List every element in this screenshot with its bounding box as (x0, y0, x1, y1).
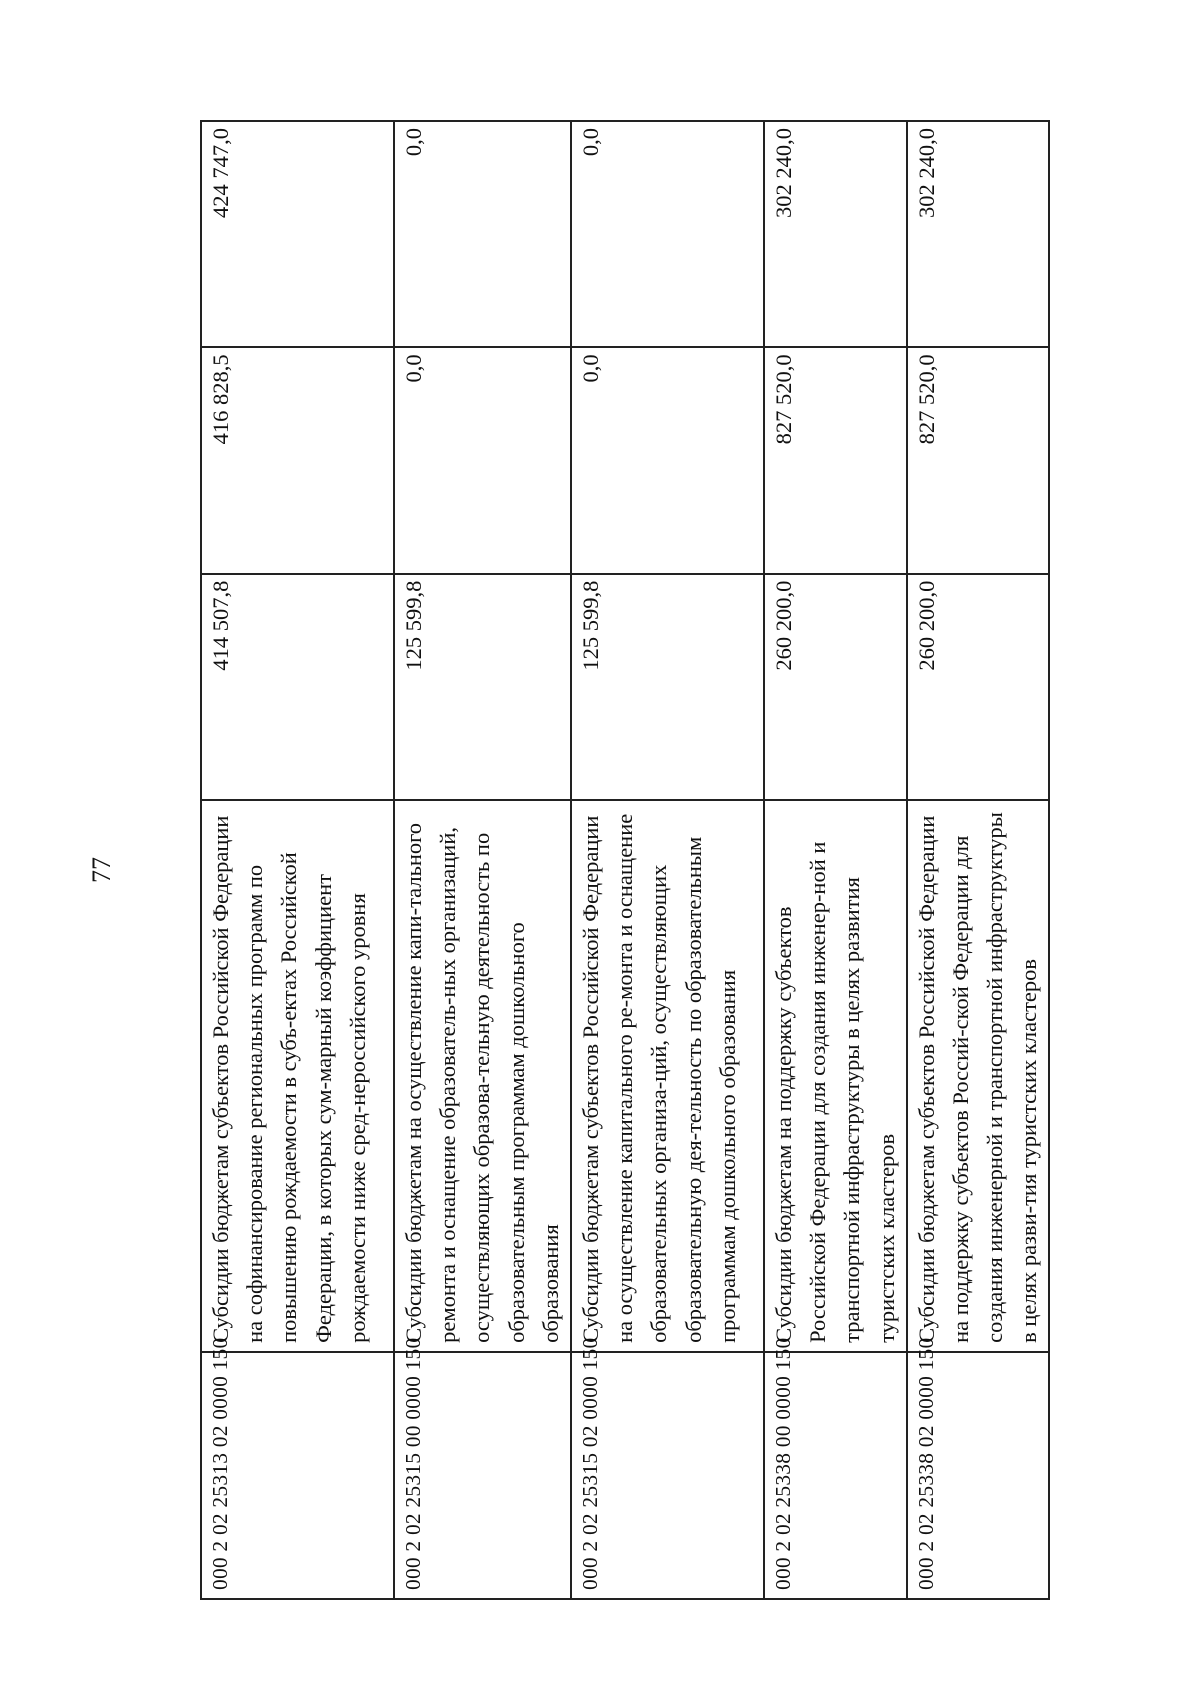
page-number: 77 (87, 857, 116, 883)
rotated-table-container (200, 120, 1042, 1600)
value-year2-cell: 827 520,0 (907, 347, 1050, 573)
value-year3-cell: 302 240,0 (907, 121, 1050, 347)
value-year3-cell: 0,0 (571, 121, 764, 347)
value-year2-cell: 0,0 (394, 347, 571, 573)
description-cell: Субсидии бюджетам на поддержку субъектов Российской Федерации для создания инженер-ной и транспортной инфраструктуры в целях развития туристских кластеров (764, 800, 907, 1352)
value-year2-cell: 416 828,5 (201, 347, 394, 573)
value-year1-cell: 125 599,8 (571, 574, 764, 800)
value-year3-cell: 0,0 (394, 121, 571, 347)
description-cell: Субсидии бюджетам на осуществление капи-тального ремонта и оснащение образователь-ных организаций, осуществляющих образова-тельную деятельность по образовательным программам дошкольного образования (394, 800, 571, 1352)
budget-table (200, 120, 1050, 1600)
table-row (764, 121, 907, 1599)
description-cell: Субсидии бюджетам субъектов Российской Федерации на софинансирование региональных программ по повышению рождаемости в субъ-ектах Российской Федерации, в которых сум-марный коэффициент рождаемости ниже сред-нероссийского уровня (201, 800, 394, 1352)
budget-code-cell: 000 2 02 25313 02 0000 150 (201, 1352, 394, 1599)
table-row (201, 121, 394, 1599)
budget-code-cell: 000 2 02 25315 02 0000 150 (571, 1352, 764, 1599)
budget-code-cell: 000 2 02 25338 02 0000 150 (907, 1352, 1050, 1599)
budget-code-cell: 000 2 02 25315 00 0000 150 (394, 1352, 571, 1599)
value-year1-cell: 260 200,0 (907, 574, 1050, 800)
value-year3-cell: 302 240,0 (764, 121, 907, 347)
value-year1-cell: 260 200,0 (764, 574, 907, 800)
description-cell: Субсидии бюджетам субъектов Российской Федерации на осуществление капитального ре-монта и оснащение образовательных организа-ций, осуществляющих образовательную дея-тельность по образовательным программам дошкольного образования (571, 800, 764, 1352)
value-year2-cell: 827 520,0 (764, 347, 907, 573)
value-year1-cell: 414 507,8 (201, 574, 394, 800)
table-row (907, 121, 1050, 1599)
value-year3-cell: 424 747,0 (201, 121, 394, 347)
table-row (394, 121, 571, 1599)
description-cell: Субсидии бюджетам субъектов Российской Федерации на поддержку субъектов Россий-ской Федерации для создания инженерной и транспортной инфраструктуры в целях разви-тия туристских кластеров (907, 800, 1050, 1352)
value-year2-cell: 0,0 (571, 347, 764, 573)
budget-code-cell: 000 2 02 25338 00 0000 150 (764, 1352, 907, 1599)
table-row (571, 121, 764, 1599)
value-year1-cell: 125 599,8 (394, 574, 571, 800)
